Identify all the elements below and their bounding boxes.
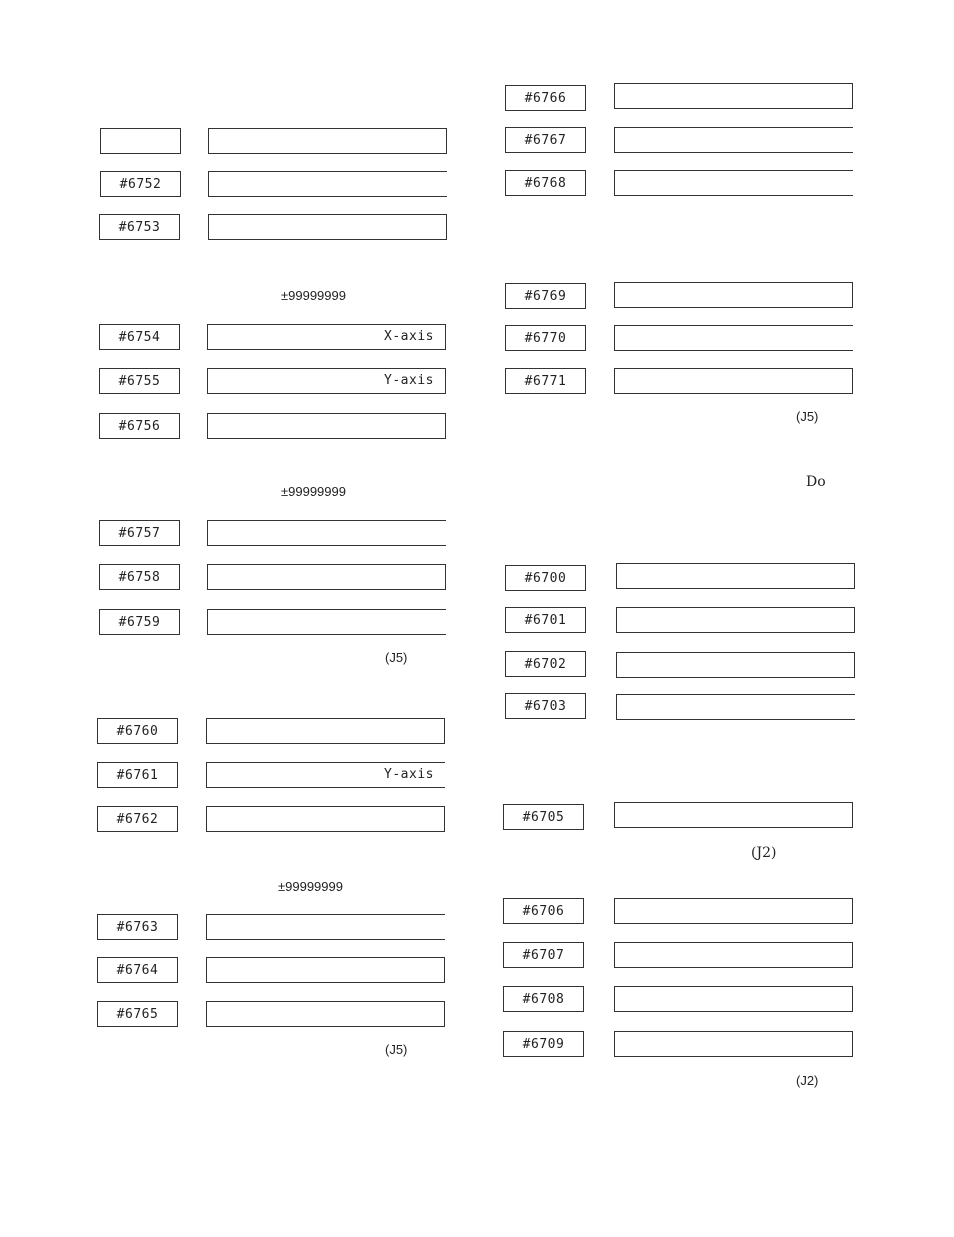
parameter-value-field[interactable] <box>208 128 447 154</box>
parameter-value-field-6759[interactable] <box>207 609 446 635</box>
parameter-value-field-6752[interactable] <box>208 171 447 197</box>
parameter-code-6762: #6762 <box>97 806 178 832</box>
parameter-code-box-blank <box>100 128 181 154</box>
parameter-value-field-6705[interactable] <box>614 802 853 828</box>
note-j2-1: (J2) <box>751 845 777 861</box>
parameter-code-6768: #6768 <box>505 170 586 196</box>
note-j5-left-2: (J5) <box>385 1042 408 1057</box>
parameter-value-field-6708[interactable] <box>614 986 853 1012</box>
parameter-value-field-6700[interactable] <box>616 563 855 589</box>
parameter-code-6754: #6754 <box>99 324 180 350</box>
parameter-value-field-6771[interactable] <box>614 368 853 394</box>
parameter-value-field-6768[interactable] <box>614 170 853 196</box>
parameter-value-field-6758[interactable] <box>207 564 446 590</box>
range-label-2: ±99999999 <box>281 484 346 499</box>
parameter-value-field-6765[interactable] <box>206 1001 445 1027</box>
parameter-code-6702: #6702 <box>505 651 586 677</box>
parameter-value-field-6707[interactable] <box>614 942 853 968</box>
parameter-code-6706: #6706 <box>503 898 584 924</box>
parameter-code-6753: #6753 <box>99 214 180 240</box>
parameter-code-6700: #6700 <box>505 565 586 591</box>
parameter-code-6763: #6763 <box>97 914 178 940</box>
axis-label-y: Y-axis <box>384 767 434 782</box>
note-j5-right: (J5) <box>796 409 819 424</box>
parameter-code-6765: #6765 <box>97 1001 178 1027</box>
note-j2-2: (J2) <box>796 1073 819 1088</box>
parameter-value-field-6753[interactable] <box>208 214 447 240</box>
parameter-code-6761: #6761 <box>97 762 178 788</box>
parameter-code-6752: #6752 <box>100 171 181 197</box>
note-j5-left-1: (J5) <box>385 650 408 665</box>
parameter-code-6705: #6705 <box>503 804 584 830</box>
parameter-code-6755: #6755 <box>99 368 180 394</box>
parameter-value-field-6770[interactable] <box>614 325 853 351</box>
parameter-value-field-6706[interactable] <box>614 898 853 924</box>
parameter-value-field-6764[interactable] <box>206 957 445 983</box>
parameter-code-6764: #6764 <box>97 957 178 983</box>
parameter-code-6756: #6756 <box>99 413 180 439</box>
parameter-code-6709: #6709 <box>503 1031 584 1057</box>
parameter-value-field-6761[interactable] <box>206 762 445 788</box>
parameter-code-6766: #6766 <box>505 85 586 111</box>
parameter-code-6767: #6767 <box>505 127 586 153</box>
parameter-value-field-6757[interactable] <box>207 520 446 546</box>
parameter-value-field-6709[interactable] <box>614 1031 853 1057</box>
parameter-code-6707: #6707 <box>503 942 584 968</box>
parameter-value-field-6767[interactable] <box>614 127 853 153</box>
parameter-code-6769: #6769 <box>505 283 586 309</box>
axis-label-y: Y-axis <box>384 373 434 388</box>
parameter-value-field-6755[interactable] <box>207 368 446 394</box>
parameter-code-6770: #6770 <box>505 325 586 351</box>
parameter-value-field-6766[interactable] <box>614 83 853 109</box>
parameter-value-field-6763[interactable] <box>206 914 445 940</box>
parameter-code-6771: #6771 <box>505 368 586 394</box>
parameter-value-field-6762[interactable] <box>206 806 445 832</box>
parameter-value-field-6756[interactable] <box>207 413 446 439</box>
parameter-code-6701: #6701 <box>505 607 586 633</box>
parameter-code-6703: #6703 <box>505 693 586 719</box>
parameter-code-6757: #6757 <box>99 520 180 546</box>
range-label-1: ±99999999 <box>281 288 346 303</box>
parameter-value-field-6701[interactable] <box>616 607 855 633</box>
axis-label-x: X-axis <box>384 329 434 344</box>
parameter-code-6708: #6708 <box>503 986 584 1012</box>
parameter-value-field-6754[interactable] <box>207 324 446 350</box>
parameter-code-6760: #6760 <box>97 718 178 744</box>
range-label-3: ±99999999 <box>278 879 343 894</box>
parameter-value-field-6760[interactable] <box>206 718 445 744</box>
parameter-code-6759: #6759 <box>99 609 180 635</box>
parameter-code-6758: #6758 <box>99 564 180 590</box>
parameter-value-field-6769[interactable] <box>614 282 853 308</box>
parameter-value-field-6702[interactable] <box>616 652 855 678</box>
note-do: Do <box>806 474 826 490</box>
parameter-value-field-6703[interactable] <box>616 694 855 720</box>
